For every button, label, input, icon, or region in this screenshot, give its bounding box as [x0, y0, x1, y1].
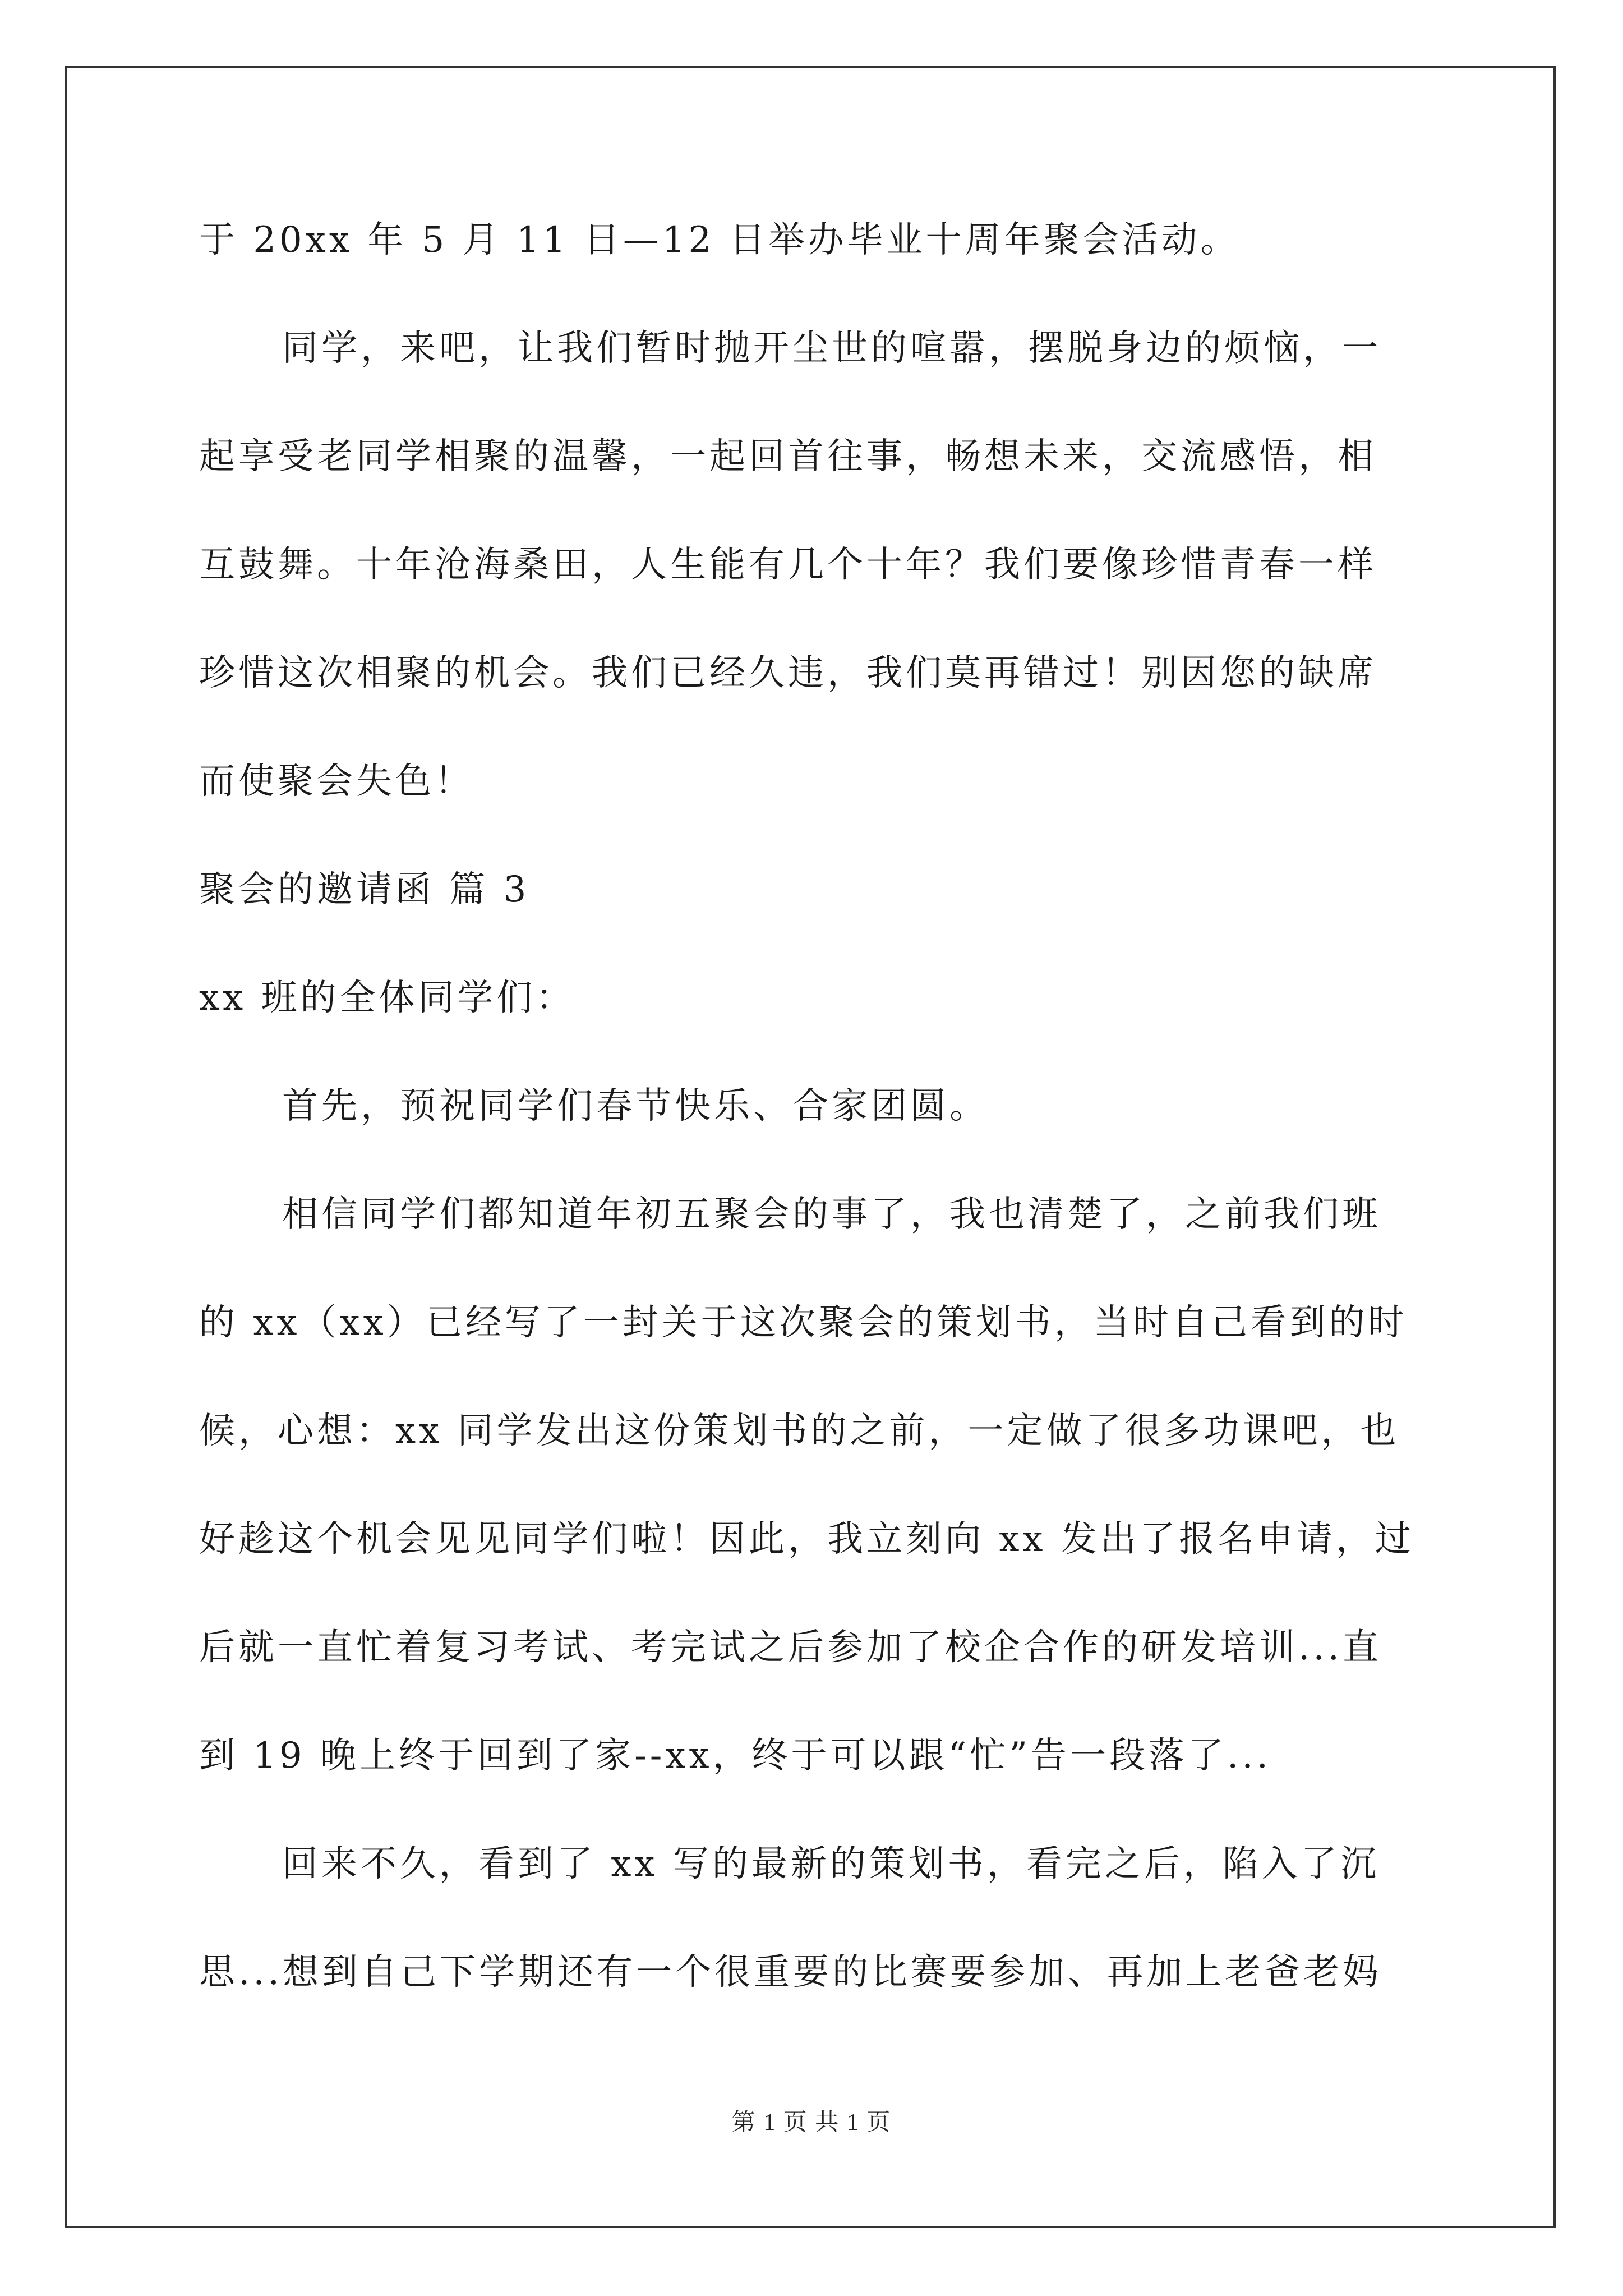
text-line: 回来不久，看到了 xx 写的最新的策划书，看完之后，陷入了沉 — [282, 1843, 1380, 1885]
text-line: 珍惜这次相聚的机会。我们已经久违，我们莫再错过！别因您的缺席 — [199, 652, 1377, 694]
text-line: xx 班的全体同学们： — [199, 977, 575, 1019]
text-line: 首先，预祝同学们春节快乐、合家团圆。 — [282, 1085, 989, 1127]
text-line: 的 xx（xx）已经写了一封关于这次聚会的策划书，当时自己看到的时 — [199, 1302, 1408, 1343]
text-line: 同学，来吧，让我们暂时抛开尘世的喧嚣，摆脱身边的烦恼，一 — [282, 328, 1381, 369]
text-line: 起享受老同学相聚的温馨，一起回首往事，畅想未来，交流感悟，相 — [199, 436, 1377, 477]
text-line: 候，心想：xx 同学发出这份策划书的之前，一定做了很多功课吧，也 — [199, 1410, 1400, 1452]
text-line: 聚会的邀请函 篇 3 — [199, 869, 530, 910]
section-heading — [199, 863, 1433, 917]
paragraph — [199, 1079, 1433, 1133]
page-footer: 第 1 页 共 1 页 — [731, 2110, 892, 2136]
text-line: 后就一直忙着复习考试、考完试之后参加了校企合作的研发培训...直 — [199, 1627, 1382, 1668]
paragraph — [199, 213, 1433, 267]
paragraph — [199, 1837, 1433, 1999]
text-line: 到 19 晚上终于回到了家--xx，终于可以跟“忙”告一段落了... — [199, 1735, 1272, 1777]
document-body — [199, 213, 1433, 2054]
salutation — [199, 971, 1433, 1025]
text-line: 思...想到自己下学期还有一个很重要的比赛要参加、再加上老爸老妈 — [199, 1952, 1382, 1993]
text-line: 相信同学们都知道年初五聚会的事了，我也清楚了，之前我们班 — [282, 1194, 1381, 1235]
text-line: 好趁这个机会见见同学们啦！因此，我立刻向 xx 发出了报名申请，过 — [199, 1519, 1414, 1560]
text-line: 于 20xx 年 5 月 11 日—12 日举办毕业十周年聚会活动。 — [199, 219, 1240, 261]
text-line: 而使聚会失色！ — [199, 761, 474, 802]
paragraph — [199, 1188, 1433, 1783]
text-line: 互鼓舞。十年沧海桑田，人生能有几个十年？我们要像珍惜青春一样 — [199, 544, 1377, 586]
paragraph — [199, 321, 1433, 808]
